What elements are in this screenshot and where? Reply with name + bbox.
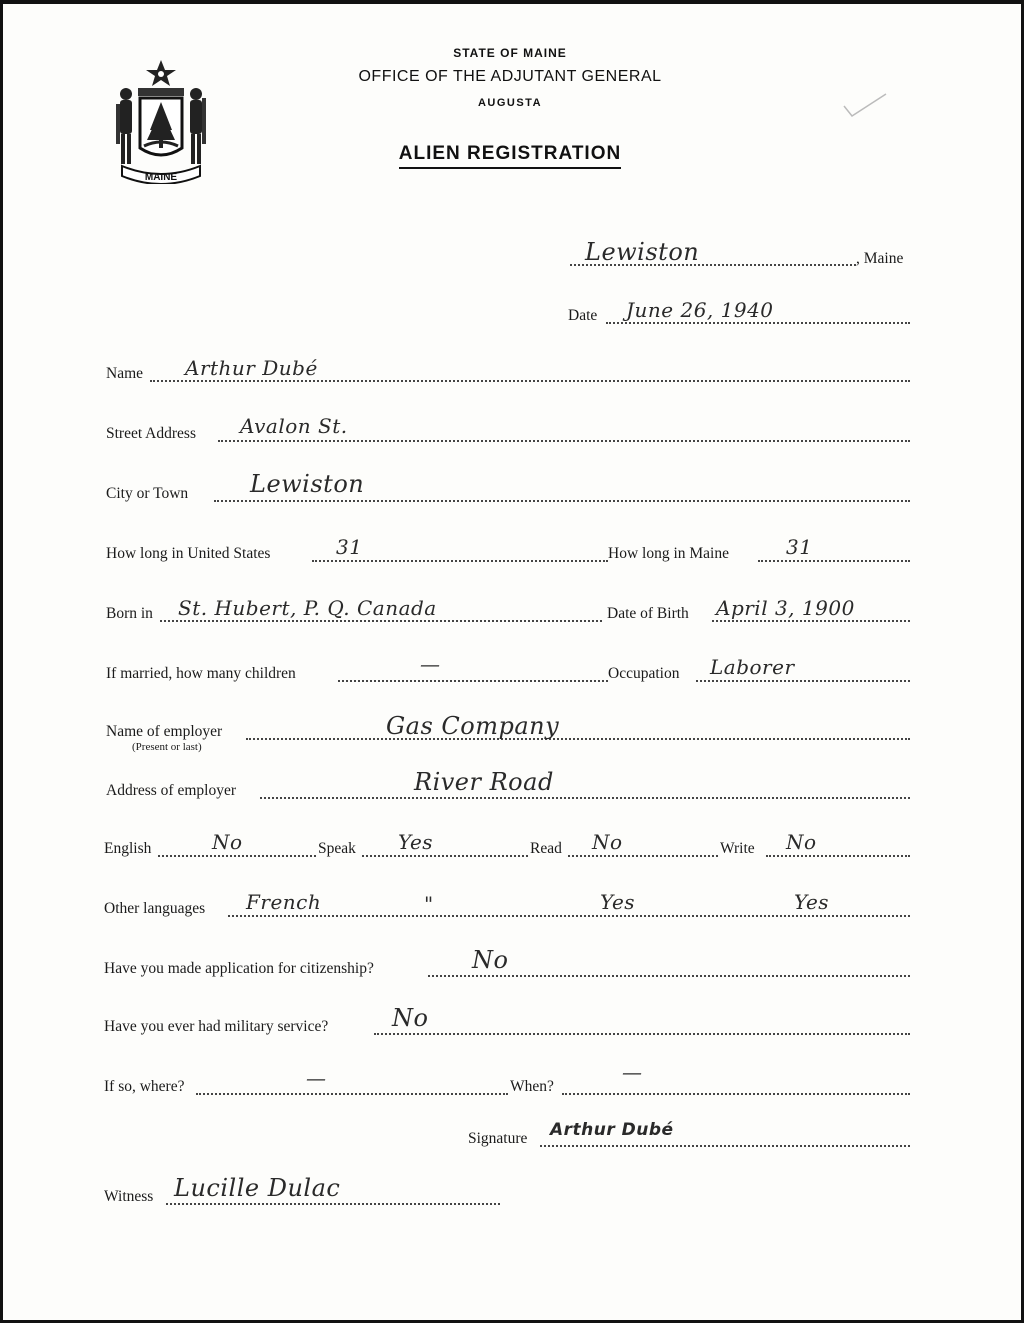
name-value: Arthur Dubé (185, 356, 318, 380)
other-languages-line (228, 915, 910, 917)
citizenship-value: No (472, 946, 509, 974)
speak-label: Speak (318, 840, 356, 857)
employer-value: Gas Company (386, 712, 560, 740)
children-value: — (420, 652, 441, 676)
maine-duration-label: How long in Maine (608, 545, 729, 562)
read-value: No (592, 830, 623, 854)
other-languages-label: Other languages (104, 900, 206, 917)
name-line (150, 380, 910, 382)
state-heading: STATE OF MAINE (453, 46, 567, 60)
write-line (766, 855, 910, 857)
form-title (360, 143, 660, 169)
speak-value: Yes (398, 830, 434, 854)
military-label: Have you ever had military service? (104, 1018, 329, 1035)
where-label: If so, where? (104, 1078, 185, 1095)
us-duration-value: 31 (336, 535, 363, 559)
signature-label: Signature (468, 1130, 528, 1147)
witness-line (166, 1203, 500, 1205)
read-line (568, 855, 718, 857)
office-heading: OFFICE OF THE ADJUTANT GENERAL (358, 68, 662, 85)
date-value: June 26, 1940 (626, 298, 774, 322)
employer-address-label: Address of employer (106, 782, 236, 799)
check-mark-icon (842, 92, 888, 122)
city-heading: AUGUSTA (477, 97, 543, 109)
witness-label: Witness (104, 1188, 154, 1205)
speak-line (362, 855, 528, 857)
children-line (338, 680, 608, 682)
english-label: English (104, 840, 152, 857)
english-value: No (212, 830, 243, 854)
occupation-label: Occupation (608, 665, 680, 682)
page-border-top (0, 0, 1024, 4)
citizenship-label: Have you made application for citizenship? (104, 960, 374, 977)
birth-date-line (712, 620, 910, 622)
other-languages-read: Yes (600, 890, 636, 914)
born-in-value: St. Hubert, P. Q. Canada (178, 596, 437, 620)
employer-sublabel: (Present or last) (132, 741, 202, 753)
occupation-value: Laborer (710, 655, 795, 679)
born-in-label: Born in (106, 605, 153, 622)
seal-text: MAINE (144, 172, 178, 183)
birth-date-value: April 3, 1900 (716, 596, 855, 620)
english-line (158, 855, 316, 857)
signature-line (540, 1145, 910, 1147)
born-in-line (160, 620, 602, 622)
date-line (606, 322, 910, 324)
city-label: City or Town (106, 485, 189, 502)
place-value: Lewiston (585, 238, 700, 266)
us-duration-label: How long in United States (106, 545, 271, 562)
page-border-left (0, 0, 3, 1323)
employer-address-value: River Road (414, 768, 554, 796)
children-label: If married, how many children (106, 665, 296, 682)
birth-date-label: Date of Birth (607, 605, 689, 622)
other-languages-ditto: " (424, 892, 434, 916)
street-line (218, 440, 910, 442)
name-label: Name (106, 365, 144, 382)
witness-value: Lucille Dulac (174, 1174, 341, 1202)
us-duration-line (312, 560, 608, 562)
citizenship-line (428, 975, 910, 977)
where-value: — (306, 1066, 327, 1090)
street-value: Avalon St. (240, 414, 348, 438)
when-line (562, 1093, 910, 1095)
street-label: Street Address (106, 425, 196, 442)
place-suffix: , Maine (856, 250, 904, 267)
military-value: No (392, 1004, 429, 1032)
city-line (214, 500, 910, 502)
signature-value: Arthur Dubé (550, 1120, 674, 1140)
employer-address-line (260, 797, 910, 799)
state-seal-icon (108, 58, 214, 184)
maine-duration-value: 31 (786, 535, 813, 559)
city-value: Lewiston (250, 470, 365, 498)
employer-label: Name of employer (106, 723, 223, 740)
employer-line (246, 738, 910, 740)
write-value: No (786, 830, 817, 854)
other-languages-write: Yes (794, 890, 830, 914)
when-value: — (622, 1060, 643, 1084)
occupation-line (696, 680, 910, 682)
maine-duration-line (758, 560, 910, 562)
write-label: Write (720, 840, 755, 857)
other-languages-value: French (246, 890, 322, 914)
military-line (374, 1033, 910, 1035)
when-label: When? (510, 1078, 554, 1095)
read-label: Read (530, 840, 562, 857)
where-line (196, 1093, 508, 1095)
date-label: Date (568, 307, 598, 324)
form-title-text: ALIEN REGISTRATION (399, 143, 621, 169)
